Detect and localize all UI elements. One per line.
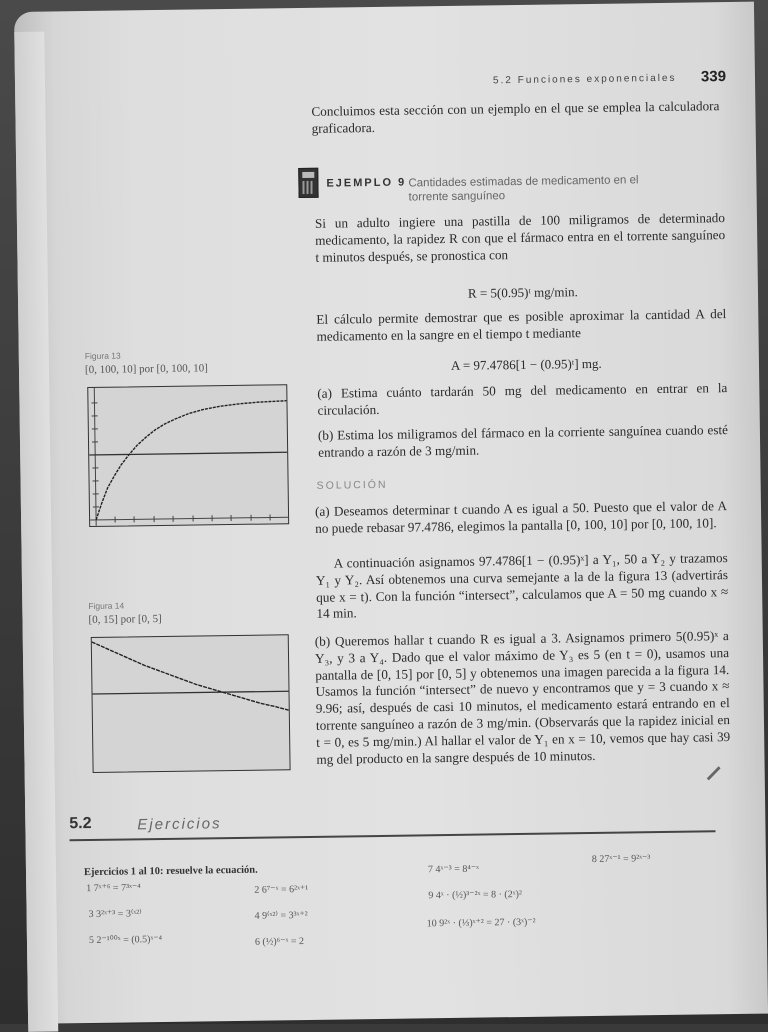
exercise-item: 3 3²ˣ⁺³ = 3⁽ˣ²⁾: [89, 908, 142, 920]
running-header: 5.2 Funciones exponenciales: [493, 73, 677, 87]
example-title: Cantidades estimadas de medicamento en el torrente sanguíneo: [408, 173, 648, 204]
exercise-item: 6 (½)⁶⁻ˣ = 2: [255, 936, 304, 948]
exercise-item: 5 2⁻¹⁰⁰ˣ = (0.5)ˣ⁻⁴: [89, 934, 162, 946]
example-paragraph-1: Si un adulto ingiere una pastilla de 100 miligramos de determinado medicamento, la rapidez R con que el fármaco entra en el torrente sanguíneo t minutos después, se pronostica con: [315, 210, 726, 266]
solution-a-paragraph: (a) Deseamos determinar t cuando A es igual a 50. Puesto que el valor de A no puede rebasar 97.4786, elegimos la pantalla [0, 100, 10] por [0, 100, 10].: [315, 498, 727, 537]
exercise-item: 1 7ˣ⁺⁶ = 7³ˣ⁻⁴: [86, 882, 141, 894]
figure-13-window: [0, 100, 10] por [0, 100, 10]: [85, 362, 208, 376]
intro-paragraph: Concluimos esta sección con un ejemplo en el que se emplea la calculadora graficadora.: [311, 98, 719, 137]
figure-14-screen: [91, 634, 291, 773]
figure-14-label: Figura 14: [88, 601, 124, 612]
example-paragraph-2: El cálculo permite demostrar que es posible aproximar la cantidad A del medicamento en la sangre en el tiempo t mediante: [316, 306, 726, 345]
exercise-item: 7 4ˣ⁻³ = 8⁴⁻ˣ: [428, 864, 479, 876]
figure-13-screen: [87, 384, 289, 527]
exercise-section-title: Ejercicios: [137, 815, 221, 833]
exercise-item: 2 6⁷⁻ˣ = 6²ˣ⁺¹: [254, 884, 308, 896]
question-a: (a) Estima cuánto tardarán 50 mg del medicamento en entrar en la circulación.: [317, 380, 727, 419]
exercise-item: 10 9²ˣ · (⅓)ˣ⁺² = 27 · (3ˣ)⁻²: [427, 917, 536, 930]
exercise-item: 4 9⁽ˣ²⁾ = 3³ˣ⁺²: [255, 910, 308, 922]
figure-13-label: Figura 13: [85, 351, 121, 362]
exercise-section-number: 5.2: [69, 815, 91, 833]
exercise-item: 8 27ˣ⁻¹ = 9²ˣ⁻³: [592, 853, 651, 865]
solution-label: SOLUCIÓN: [317, 479, 388, 492]
book-page: [14, 2, 768, 1024]
question-b: (b) Estima los miligramos del fármaco en la corriente sanguínea cuando esté entrando a razón de 3 mg/min.: [318, 422, 728, 461]
example-label: EJEMPLO 9: [326, 177, 406, 190]
exercise-instruction: Ejercicios 1 al 10: resuelve la ecuación.: [84, 865, 258, 878]
calculator-icon: [298, 168, 318, 198]
solution-a-continuation: A continuación asignamos 97.4786[1 − (0.95)ˣ] a Y₁, 50 a Y₂ y trazamos Y₁ y Y₂. Así obtenemos una curva semejante a la de la figura 13 (advertirás que x = t). Con la función “intersect”, calculamos que A = 50 mg cuando x ≈ 14 min.: [316, 550, 729, 623]
amount-equation: A = 97.4786[1 − (0.95)ᵗ] mg.: [451, 356, 602, 374]
exercise-item: 9 4ˣ · (½)³⁻²ˣ = 8 · (2ˣ)²: [428, 889, 522, 901]
figure-14-graph: [92, 635, 290, 772]
page-number: 339: [701, 68, 726, 85]
figure-14-window: [0, 15] por [0, 5]: [88, 613, 161, 626]
rate-equation: R = 5(0.95)ᵗ mg/min.: [468, 284, 578, 302]
figure-13-graph: [88, 385, 288, 526]
pencil-mark-icon: [705, 762, 723, 780]
solution-b-paragraph: (b) Queremos hallar t cuando R es igual a 3. Asignamos primero 5(0.95)ˣ a Y₃, y 3 a Y₄. Dado que el valor máximo de Y₃ es 5 (en t = 0), usamos una pantalla de [0, 15] por [0, 5] y obtenemos una imagen parecida a la figura 14. Usamos la función “intersect” de nuevo y encontramos que y = 3 cuando x ≈ 9.96; así, después de casi 10 minutos, el medicamento estará entrando en el torrente sanguíneo a razón de 3 mg/min. (Observarás que la rapidez inicial en t = 0, es 5 mg/min.) Al hallar el valor de Y₁ en x = 10, vemos que hay casi 39 mg del producto en la sangre después de 10 minutos.: [315, 628, 731, 768]
